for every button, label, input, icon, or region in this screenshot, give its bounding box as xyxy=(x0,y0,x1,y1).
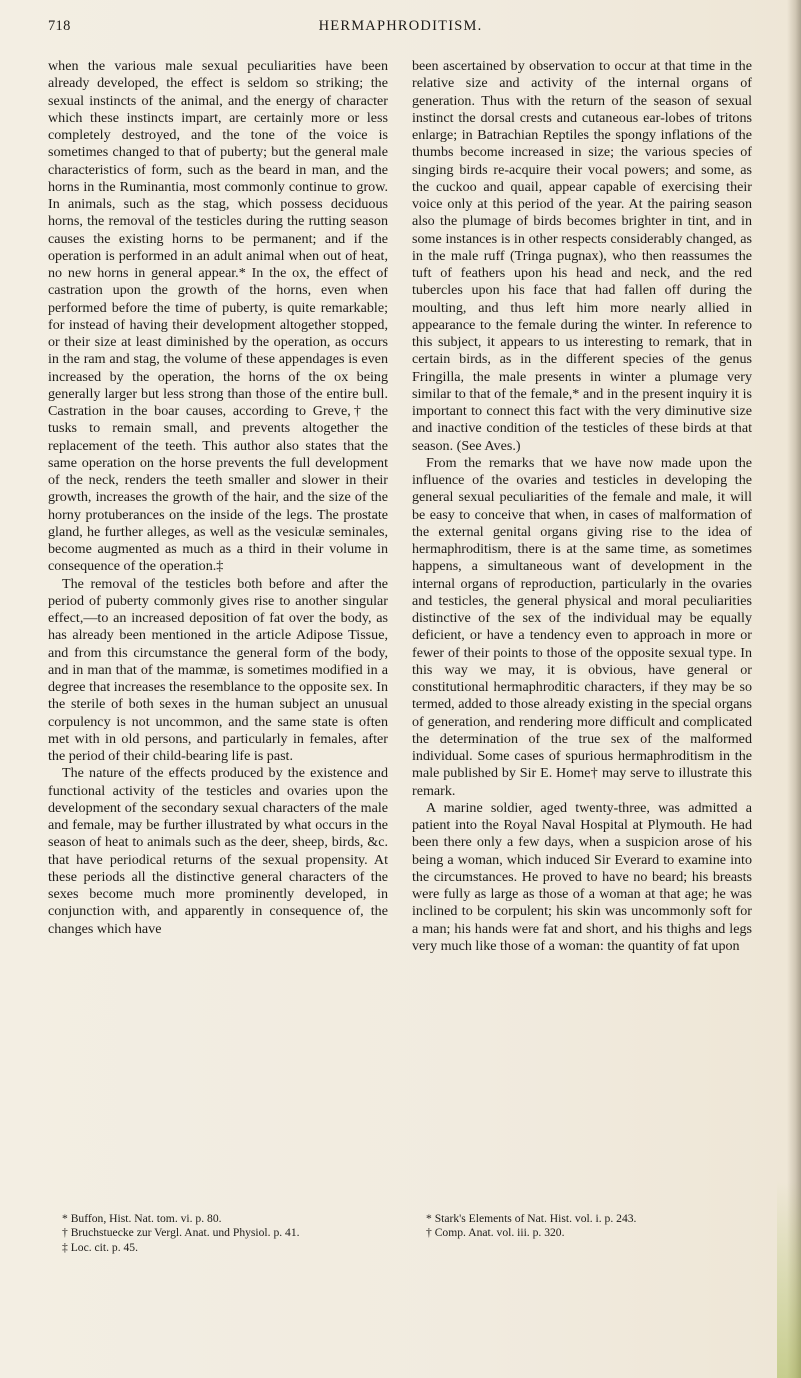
right-paragraph-1: been ascertained by observation to occur at that time in the relative size and activity of the internal organs of generation. Thus with the return of the season of sexual instinct the dorsal crests and cutaneous ear-lobes of tritons enlarge; in Batrachian Reptiles the spongy inflations of the thumbs become increased in size; the various species of singing birds re-acquire their vocal powers; and some, as the cuckoo and quail, appear capable of exercising their voice only at this period of the year. At the pairing season also the plumage of birds becomes brighter in tint, and in some instances is in other respects considerably changed, as in the male ruff (Tringa pugnax), who then reassumes the tuft of feathers upon his head and neck, and the red tubercles upon his face that had fallen off during the moulting, and thus left him more nearly allied in appearance to the female during the winter. In reference to this subject, it appears to us interesting to remark, that in certain birds, as in the different species of the genus Fringilla, the male presents in winter a plumage very similar to that of the female,* and in the present inquiry it is important to connect this fact with the very diminutive size and inactive condition of the testicles of these birds at that season. (See Aves.) xyxy=(412,58,752,454)
left-footnotes xyxy=(48,1212,388,1255)
footnote-right-2: † Comp. Anat. vol. iii. p. 320. xyxy=(426,1226,565,1240)
right-paragraph-3: A marine soldier, aged twenty-three, was admitted a patient into the Royal Naval Hospital at Plymouth. He had been there only a few days, when a suspicion arose of his being a woman, which induced Sir Everard to examine into the circumstances. He proved to have no beard; his breasts were fully as large as those of a woman at that age; he was inclined to be corpulent; his skin was uncommonly soft for a man; his hands were fat and short, and his thighs and legs very much like those of a woman: the quantity of fat upon xyxy=(412,799,752,954)
page-number: 718 xyxy=(48,18,71,34)
right-footnotes xyxy=(412,1212,752,1241)
left-paragraph-3: The nature of the effects produced by the existence and functional activity of the testicles and ovaries upon the development of the secondary sexual characters of the male and female, may be further illustrated by what occurs in the season of heat to animals such as the deer, sheep, birds, &c. that have periodical returns of the sexual propensity. At these periods all the distinctive general characters of the sexes become much more prominently developed, in conjunction with, and apparently in consequence of, the changes which have xyxy=(48,765,388,937)
page-header xyxy=(48,18,753,42)
right-column xyxy=(412,58,752,955)
running-head: HERMAPHRODITISM. xyxy=(318,18,483,34)
right-paragraph-2: From the remarks that we have now made upon the influence of the ovaries and testicles in developing the general sexual peculiarities of the female and male, it will be easy to conceive that when, in cases of malformation of the external genital organs giving rise to the idea of hermaphroditism, there is at the same time, as sometimes happens, a simultaneous want of development in the internal organs of reproduction, particularly in the ovaries and testicles, the general physical and moral peculiarities distinctive of the sex of the individual may be equally deficient, or have a tendency even to approach in more or fewer of their points to those of the opposite sexual type. In this way we may, it is obvious, have general or constitutional hermaphroditic characters, if they may be so termed, added to those already existing in the special organs of generation, and rendering more difficult and complicated the determination of the true sex of the malformed individual. Some cases of spurious hermaphroditism in the male published by Sir E. Home† may serve to illustrate this remark. xyxy=(412,454,752,799)
left-paragraph-2: The removal of the testicles both before and after the period of puberty commonly gives rise to another singular effect,—to an increased deposition of fat over the body, as has already been mentioned in the article Adipose Tissue, and from this circumstance the general form of the body, and in man that of the mammæ, is sometimes modified in a degree that increases the resemblance to the opposite sex. In the sterile of both sexes in the human subject an unusual corpulency is not uncommon, and the same state is often met with in old persons, and particularly in females, after the period of their child-bearing life is past. xyxy=(48,575,388,764)
footnote-left-3: ‡ Loc. cit. p. 45. xyxy=(62,1240,138,1254)
footnote-left-2: † Bruchstuecke zur Vergl. Anat. und Physiol. p. 41. xyxy=(62,1226,300,1240)
left-paragraph-1: when the various male sexual peculiarities have been already developed, the effect is seldom so striking; the sexual instincts of the animal, and the energy of character which these instincts impart, are certainly more or less completely destroyed, and the tone of the voice is sometimes changed to that of puberty; but the general male characteristics of form, such as the beard in man, and the horns in the Ruminantia, most commonly continue to grow. In animals, such as the stag, which possess deciduous horns, the removal of the testicles during the rutting season causes the existing horns to be permanent; and if the operation is performed in an adult animal when out of heat, no new horns in general appear.* In the ox, the effect of castration upon the growth of the horns, even when performed before the time of puberty, is quite remarkable; for instead of having their development altogether stopped, or their size at least diminished by the operation, as occurs in the ram and stag, the volume of these appendages is even increased by the operation, the horns of the ox being generally larger but less strong than those of the entire bull. Castration in the boar causes, according to Greve,† the tusks to remain small, and prevents altogether the replacement of the teeth. This author also states that the same operation on the horse prevents the full development of the neck, renders the teeth smaller and slower in their growth, increases the growth of the hair, and the size of the horny protuberances on the inside of the legs. The prostate gland, he further alleges, as well as the vesiculæ seminales, become augmented as much as a third in their volume in consequence of the operation.‡ xyxy=(48,58,388,575)
footnote-left-1: * Buffon, Hist. Nat. tom. vi. p. 80. xyxy=(62,1212,222,1225)
footnote-right-1: * Stark's Elements of Nat. Hist. vol. i. p. 243. xyxy=(426,1212,637,1225)
page-edge-shadow xyxy=(787,0,801,1378)
left-column xyxy=(48,58,388,938)
page-edge-stain xyxy=(777,1180,801,1378)
